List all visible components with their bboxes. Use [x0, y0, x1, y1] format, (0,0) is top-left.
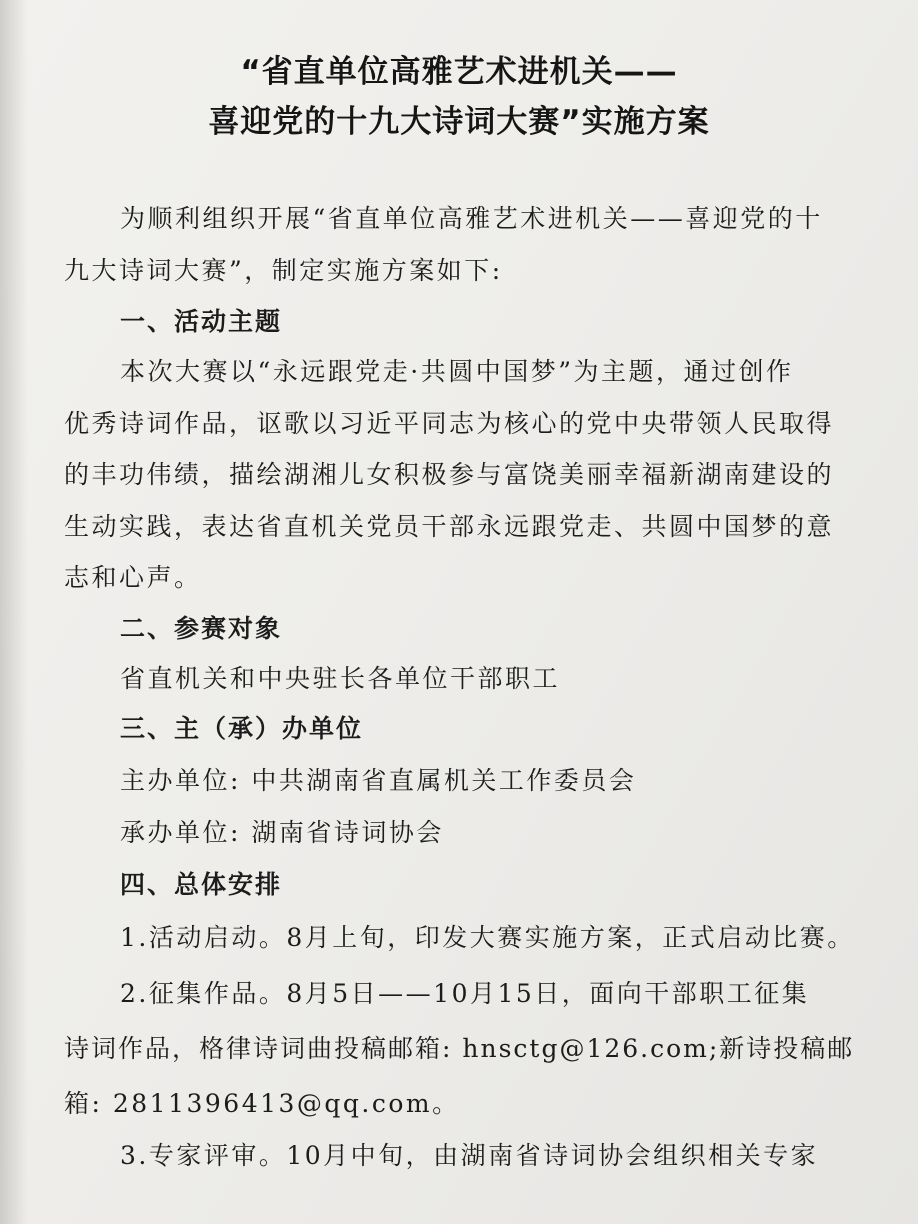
section3-heading: 三、主（承）办单位 — [120, 714, 364, 743]
section1-line-4: 生动实践，表达省直机关党员干部永远跟党走、共圆中国梦的意 — [64, 512, 835, 541]
section1-line-1: 本次大赛以“永远跟党走·共圆中国梦”为主题，通过创作 — [120, 357, 794, 386]
section4-line-1: 1.活动启动。8月上旬，印发大赛实施方案，正式启动比赛。 — [120, 923, 855, 952]
section4-line-2: 2.征集作品。8月5日——10月15日，面向干部职工征集 — [120, 979, 810, 1008]
section2-heading: 二、参赛对象 — [120, 614, 283, 643]
section4-line-3: 诗词作品，格律诗词曲投稿邮箱: hnsctg@126.com;新诗投稿邮 — [64, 1034, 855, 1063]
page-shadow — [0, 0, 28, 1224]
section4-line-4: 箱: 2811396413@qq.com。 — [64, 1089, 460, 1118]
section3-line-2: 承办单位: 湖南省诗词协会 — [120, 818, 444, 847]
intro-line-2: 九大诗词大赛”，制定实施方案如下: — [64, 256, 503, 285]
intro-line-1: 为顺利组织开展“省直单位高雅艺术进机关——喜迎党的十 — [120, 204, 823, 233]
section1-line-2: 优秀诗词作品，讴歌以习近平同志为核心的党中央带领人民取得 — [64, 409, 835, 438]
section4-heading: 四、总体安排 — [120, 870, 283, 899]
section1-line-3: 的丰功伟绩，描绘湖湘儿女积极参与富饶美丽幸福新湖南建设的 — [64, 460, 835, 489]
section4-line-5: 3.专家评审。10月中旬，由湖南省诗词协会组织相关专家 — [120, 1141, 819, 1170]
document-title-line2: 喜迎党的十九大诗词大赛”实施方案 — [208, 104, 710, 140]
document-title-line1: “省直单位高雅艺术进机关—— — [240, 54, 678, 90]
section1-line-5: 志和心声。 — [64, 563, 202, 592]
section3-line-1: 主办单位: 中共湖南省直属机关工作委员会 — [120, 766, 637, 795]
section2-line-1: 省直机关和中央驻长各单位干部职工 — [120, 664, 561, 693]
section1-heading: 一、活动主题 — [120, 307, 283, 336]
